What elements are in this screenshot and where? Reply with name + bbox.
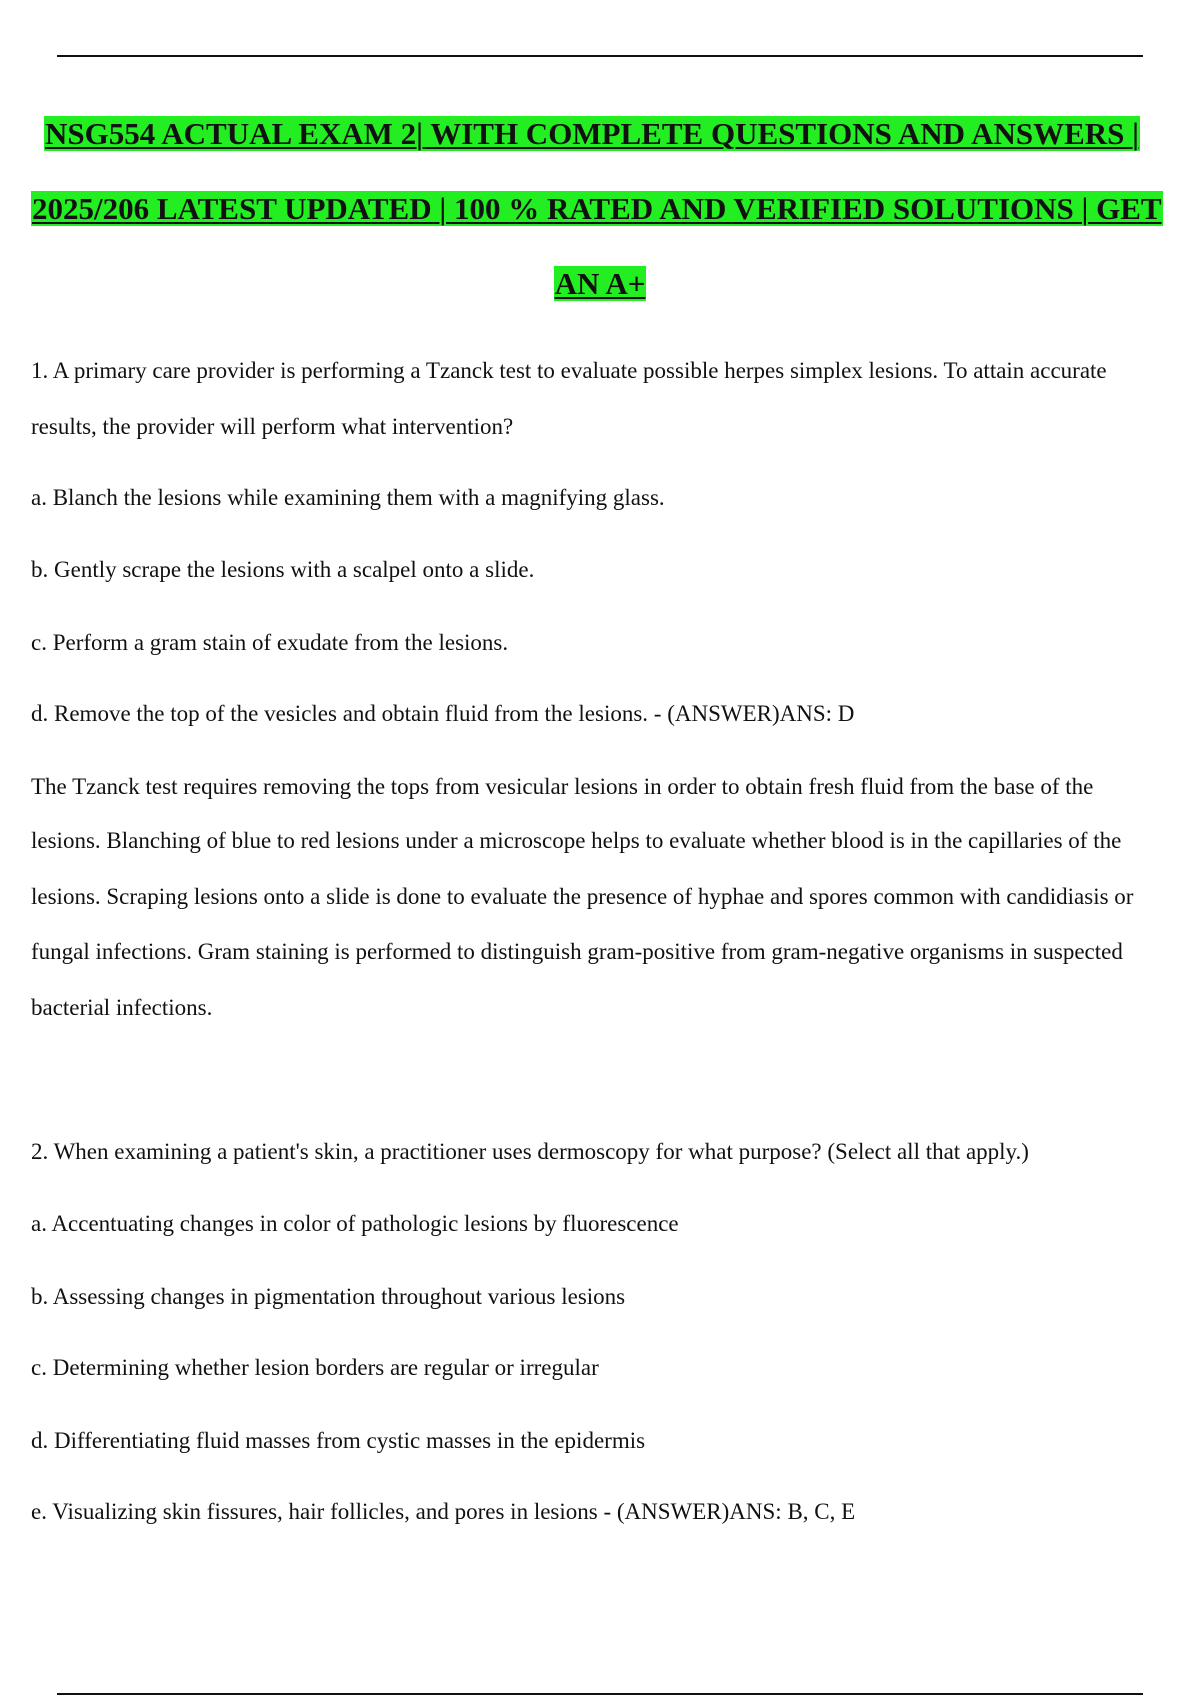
question-2-option-b: b. Assessing changes in pigmentation throughout various lesions (31, 1284, 626, 1309)
question-1-rationale-line-5: bacterial infections. (31, 995, 213, 1020)
title-line-1: NSG554 ACTUAL EXAM 2| WITH COMPLETE QUESTIONS AND ANSWERS | (45, 116, 1139, 151)
question-1-rationale-line-2: lesions. Blanching of blue to red lesions under a microscope helps to evaluate whether blood is in the capillaries of the (31, 828, 1122, 853)
question-2-option-a: a. Accentuating changes in color of pathologic lesions by fluorescence (31, 1211, 679, 1236)
question-1-stem-line-1: 1. A primary care provider is performing a Tzanck test to evaluate possible herpes simplex lesions. To attain accurate (31, 358, 1107, 383)
question-2-option-e-answer: e. Visualizing skin fissures, hair follicles, and pores in lesions - (ANSWER)ANS: B, C, E (31, 1499, 856, 1524)
question-2-stem: 2. When examining a patient's skin, a practitioner uses dermoscopy for what purpose? (Select all that apply.) (31, 1139, 1029, 1164)
question-1-option-b: b. Gently scrape the lesions with a scalpel onto a slide. (31, 557, 535, 582)
top-rule (57, 55, 1143, 57)
question-1-rationale-line-3: lesions. Scraping lesions onto a slide is done to evaluate the presence of hyphae and spores common with candidiasis or (31, 884, 1134, 909)
question-2-option-c: c. Determining whether lesion borders are regular or irregular (31, 1355, 599, 1380)
question-2-option-d: d. Differentiating fluid masses from cystic masses in the epidermis (31, 1428, 646, 1453)
title-line-3: AN A+ (554, 266, 646, 301)
question-1-stem-line-2: results, the provider will perform what intervention? (31, 414, 514, 439)
title-line-2: 2025/206 LATEST UPDATED | 100 % RATED AND VERIFIED SOLUTIONS | GET (32, 191, 1162, 226)
bottom-rule (57, 1693, 1143, 1695)
question-1-option-c: c. Perform a gram stain of exudate from the lesions. (31, 630, 509, 655)
question-1-option-d-answer: d. Remove the top of the vesicles and obtain fluid from the lesions. - (ANSWER)ANS: D (31, 701, 855, 726)
question-1-rationale-line-1: The Tzanck test requires removing the tops from vesicular lesions in order to obtain fresh fluid from the base of the (31, 774, 1094, 799)
question-1-option-a: a. Blanch the lesions while examining them with a magnifying glass. (31, 485, 665, 510)
question-1-rationale-line-4: fungal infections. Gram staining is performed to distinguish gram-positive from gram-negative organisms in suspected (31, 939, 1123, 964)
